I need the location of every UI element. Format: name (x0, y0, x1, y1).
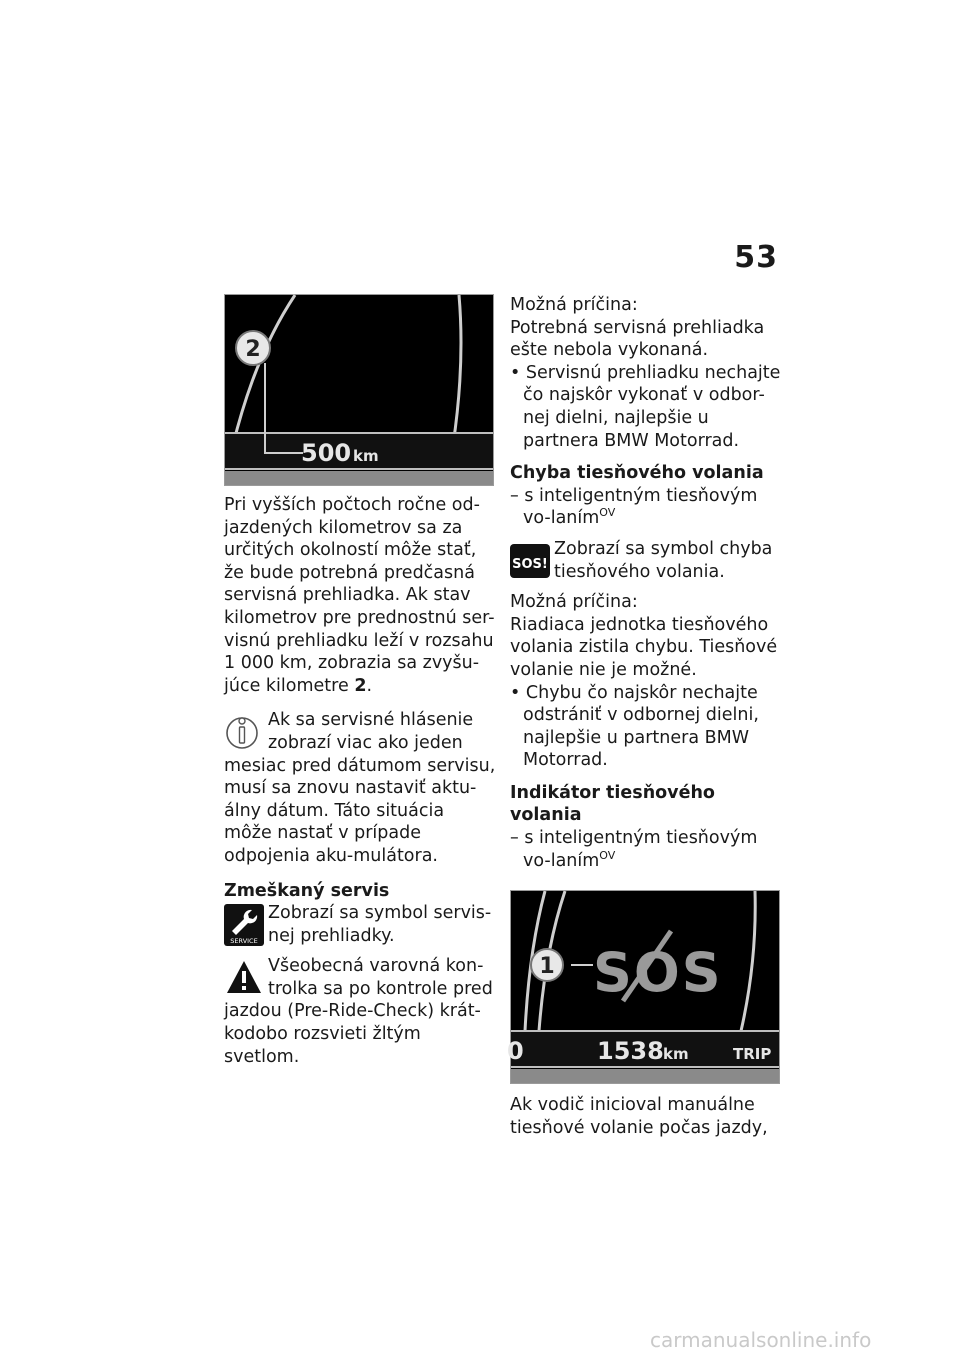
display-figure-sos (507, 890, 780, 1084)
figure1-callout: 2 (245, 337, 261, 362)
sos-icon-label: SOS! (512, 556, 548, 572)
final-paragraph: Ak vodič inicioval manuálne tiesňové volanie počas jazdy, (510, 1095, 768, 1138)
bullet-service-action: • Servisnú prehliadku nechajte čo najskôr vykonať v odbor-nej dielni, najlepšie u partnera BMW Motorrad. (510, 362, 781, 451)
paragraph-end: . (366, 675, 373, 696)
info-note (224, 709, 496, 867)
wrench-service-icon (224, 904, 264, 946)
info-icon (224, 711, 264, 753)
paragraph-early-service (224, 494, 496, 697)
sos-display-illustration (507, 891, 779, 1083)
sos-display-text: SOS (593, 941, 723, 1005)
cause2-label: Možná príčina: (510, 592, 638, 613)
warning-triangle-icon (224, 957, 264, 999)
dash-sos-error-text: s inteligentným tiesňovým vo-laním (523, 485, 758, 529)
heading-missed-service: Zmeškaný servis (224, 880, 390, 901)
cause1-label: Možná príčina: (510, 295, 638, 315)
service-symbol-text: Zobrazí sa symbol servis-nej prehliadky. (268, 903, 492, 946)
bullet-service-action-text: Servisnú prehliadku nechajte čo najskôr vykonať v odbor-nej dielni, najlepšie u partnera BMW Motorrad. (523, 362, 781, 451)
heading-sos-error: Chyba tiesňového volania (510, 463, 764, 484)
figure2-callout: 1 (539, 954, 555, 980)
figure2-unit: km (663, 1045, 689, 1064)
bullet-sos-action: • Chybu čo najskôr nechajte odstrániť v odbornej dielni, najlepšie u partnera BMW Motorrad. (510, 682, 759, 771)
heading-sos-indicator: Indikátor tiesňového volania (510, 782, 715, 826)
paragraph-ref-number: 2 (354, 675, 367, 696)
service-icon-label: SERVICE (230, 937, 258, 946)
dash-sos-indicator-sup: OV (599, 848, 616, 862)
cause1-text: Potrebná servisná prehliadka ešte nebola vykonaná. (510, 317, 765, 361)
figure2-left-digit: 0 (507, 1037, 524, 1066)
display-illustration (225, 295, 493, 485)
figure1-distance: 500 (301, 439, 352, 467)
warning-light-note (224, 955, 496, 1068)
sos-symbol-text: Zobrazí sa symbol chyba tiesňového volania. (554, 538, 773, 582)
bullet-sos-action-text: Chybu čo najskôr nechajte odstrániť v odbornej dielni, najlepšie u partnera BMW Motorrad. (523, 682, 759, 771)
figure2-trip: TRIP (733, 1045, 772, 1064)
dash-sos-error-condition: – s inteligentným tiesňovým vo-laním$^{OV}$ (510, 485, 758, 529)
figure2-distance: 1538 (597, 1037, 664, 1066)
info-note-text: Ak sa servisné hlásenie zobrazí viac ako jeden mesiac pred dátumom servisu, musí sa znovu nastaviť aktu-álny dátum. Táto situácia môže nastať v prípade odpojenia aku-mulátora. (224, 710, 496, 866)
dash-sos-error-sup: OV (599, 506, 616, 520)
left-column (224, 294, 496, 1068)
right-column (507, 294, 782, 1139)
dash-sos-indicator-condition: – s inteligentným tiesňovým vo-laním$^{OV}$ (510, 828, 758, 871)
warning-light-text: Všeobecná varovná kon-trolka sa po kontrole pred jazdou (Pre-Ride-Check) krát-kodobo rozsvieti žltým svetlom. (224, 956, 493, 1067)
watermark: carmanualsonline.info (650, 1328, 872, 1352)
figure1-unit: km (353, 447, 379, 465)
cause2-text: Riadiaca jednotka tiesňového volania zistila chybu. Tiesňové volanie nie je možné. (510, 614, 778, 680)
page-number: 53 (734, 240, 778, 275)
sos-icon (510, 540, 550, 582)
display-figure-service-km (224, 294, 494, 486)
service-symbol-note (224, 902, 496, 947)
sos-symbol-note (510, 538, 782, 583)
paragraph-early-service-text: Pri vyšších počtoch ročne od-jazdených kilometrov sa za určitých okolností môže stať, že bude potrebná predčasná servisná prehliadka. Ak stav kilometrov pre prednostnú ser-visnú prehliadku leží v rozsahu 1 000 km, zobrazia sa zvyšu-júce kilometre (224, 495, 495, 696)
dash-sos-indicator-text: s inteligentným tiesňovým vo-laním (523, 828, 758, 871)
